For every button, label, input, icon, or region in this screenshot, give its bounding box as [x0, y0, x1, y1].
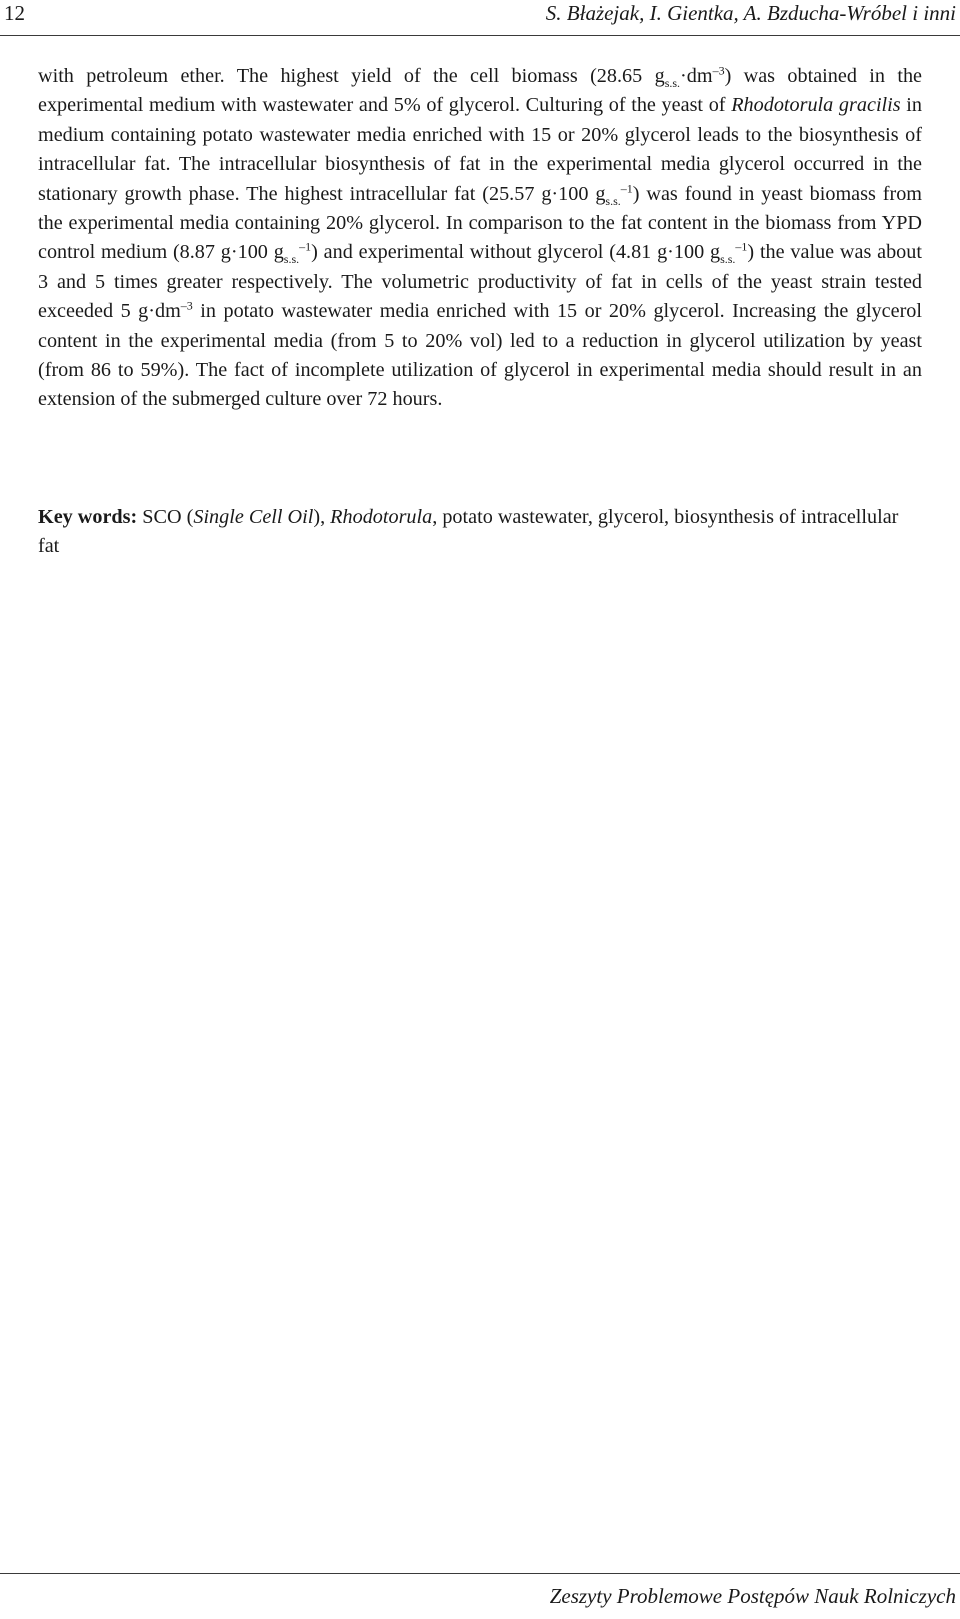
abstract-text: ) the value was about 3 and 5 times greater respectively. The volumetric productivity of fat in cells of the yeast strain tested exceeded 5 g·dm	[38, 241, 922, 323]
keyword-italic: Rhodotorula	[330, 506, 433, 528]
abstract-paragraph	[38, 62, 922, 415]
abstract-text: in medium containing potato wastewater media enriched with 15 or 20% glycerol leads to the biosynthesis of intracellular fat. The intracellular biosynthesis of fat in the experimental media glycerol occurred in the stationary growth phase. The highest intracellular fat (25.57 g·100 g	[38, 94, 923, 205]
journal-name: Zeszyty Problemowe Postępów Nauk Rolniczych	[549, 1584, 956, 1608]
abstract-text: ) and experimental without glycerol (4.81 g·100 g	[311, 241, 721, 264]
unit-superscript: –3	[712, 63, 725, 78]
page-number: 12	[4, 1, 25, 25]
abstract-text: with petroleum ether. The highest yield of the cell biomass (28.65 g	[38, 65, 665, 87]
footer-rule	[0, 1573, 960, 1574]
keywords-text: ),	[313, 506, 331, 528]
unit-superscript: –1	[299, 239, 312, 254]
unit-superscript: –1	[620, 180, 633, 195]
keyword-italic: Single Cell Oil	[193, 506, 314, 528]
unit-subscript: s.s.	[720, 252, 736, 267]
unit-superscript: –1	[735, 239, 748, 254]
abstract-text: ·dm	[680, 65, 713, 87]
abstract-text: in potato wastewater media enriched with 15 or 20% glycerol. Increasing the glycerol content in the experimental media (from 5 to 20% vol) led to a reduction in glycerol utilization by yeast (from 86 to 59%). The fact of incomplete utilization of glycerol in experimental media should result in an extension of the submerged culture over 72 hours.	[38, 300, 922, 411]
unit-subscript: s.s.	[605, 193, 621, 208]
keywords-paragraph	[38, 503, 922, 562]
running-head-authors: S. Błażejak, I. Gientka, A. Bzducha-Wróbel i inni	[545, 1, 956, 25]
unit-subscript: s.s.	[283, 252, 300, 267]
header-rule	[0, 35, 960, 36]
unit-subscript: s.s.	[664, 76, 681, 91]
keywords-label: Key words:	[38, 506, 138, 528]
keywords-text: , potato wastewater, glycerol, biosynthesis of intracellular fat	[38, 506, 899, 558]
abstract-text: ) was found in yeast biomass from the experimental media containing 20% glycerol. In comparison to the fat content in the biomass from YPD control medium (8.87 g·100 g	[38, 182, 922, 264]
keywords-text: SCO (	[137, 506, 194, 528]
abstract-text: ) was obtained in the experimental medium with wastewater and 5% of glycerol. Culturing of the yeast of	[38, 65, 922, 117]
unit-superscript: –3	[180, 298, 193, 313]
species-name: Rhodotorula gracilis	[731, 94, 901, 117]
